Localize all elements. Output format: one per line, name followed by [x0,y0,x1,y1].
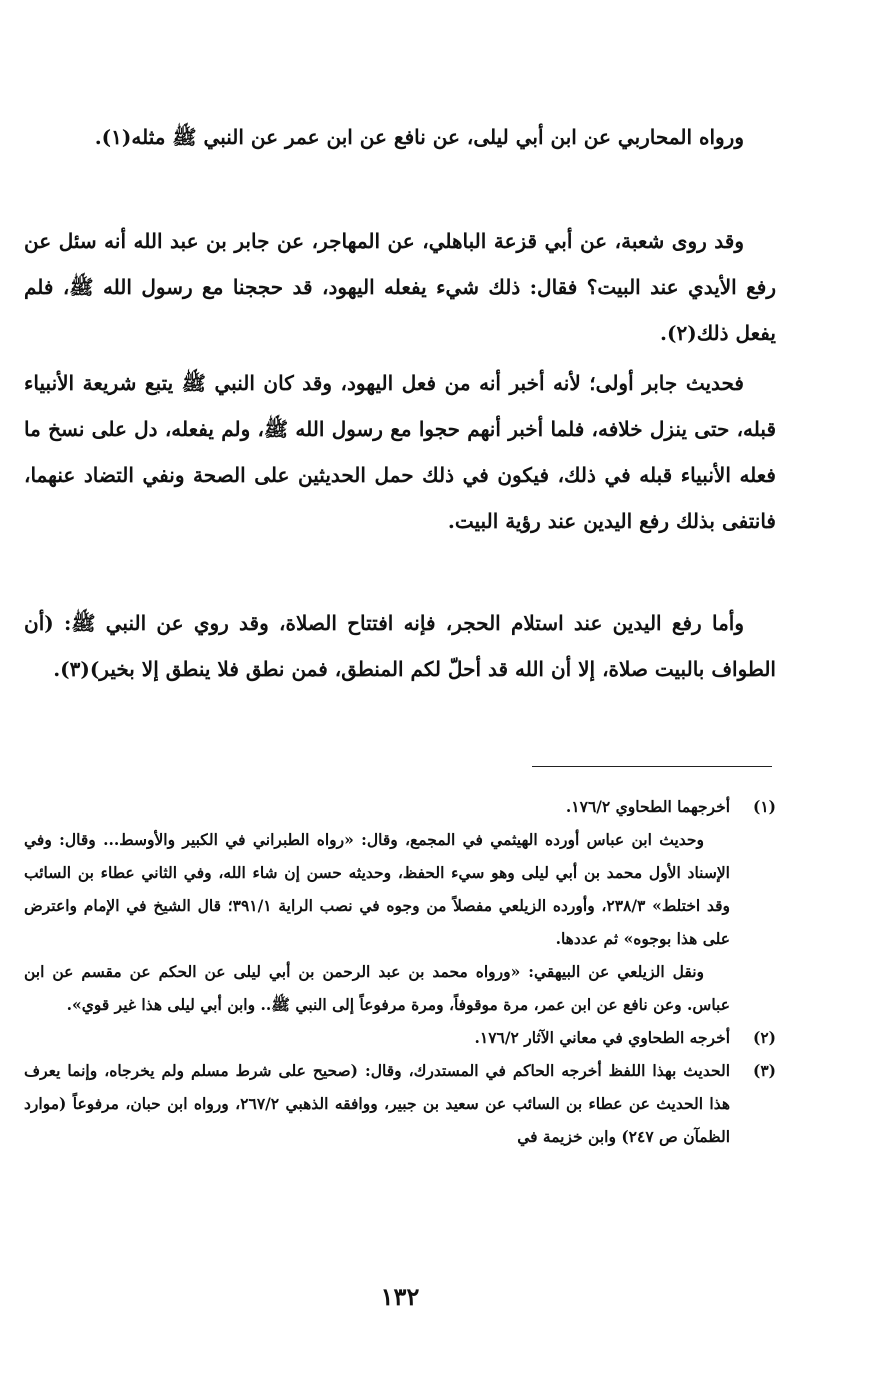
paragraph-text: ورواه المحاربي عن ابن أبي ليلى، عن نافع عن ابن عمر عن النبي ﷺ مثله(١). [94,125,744,149]
footnote-body [24,1054,730,1153]
footnote-1-continuation: ونقل الزيلعي عن البيهقي: «ورواه محمد بن عبد الرحمن بن أبي ليلى عن الحكم عن مقسم عن ابن عباس. وعن نافع عن ابن عمر، مرة موقوفاً، ومرة مرفوعاً إلى النبي ﷺ.. وابن أبي ليلى هذا غير قوي». [24,962,730,1014]
footnote-number: (١) [752,797,776,816]
footnote-1 [24,790,776,823]
footnote-text: أخرجه الطحاوي في معاني الآثار ١٧٦/٢. [474,1028,730,1047]
main-paragraph-4 [24,600,776,712]
footnote-body [24,1021,730,1054]
footnote-separator [532,766,772,767]
footnote-text: أخرجهما الطحاوي ١٧٦/٢. [565,797,730,816]
paragraph-text: وقد روى شعبة، عن أبي قزعة الباهلي، عن المهاجر، عن جابر بن عبد الله أنه سئل عن رفع الأيدي عند البيت؟ فقال: ذلك شيء يفعله اليهود، قد حججنا مع رسول الله ﷺ، فلم يفعل ذلك(٢). [24,229,776,345]
main-paragraph-2 [24,218,776,376]
main-paragraph-3 [24,360,776,564]
footnote-body [24,790,730,823]
main-paragraph-1 [24,114,776,180]
footnote-2 [24,1021,776,1054]
footnotes-section [24,790,776,1153]
footnote-number: (٢) [752,1028,776,1047]
footnote-3 [24,1054,776,1153]
footnote-1-continuation: وحديث ابن عباس أورده الهيثمي في المجمع، وقال: «رواه الطبراني في الكبير والأوسط... وقال: وفي الإسناد الأول محمد بن أبي ليلى وهو سيء الحفظ، وحديثه حسن إن شاء الله، وفي الثاني عطاء بن السائب وقد اختلط» ٢٣٨/٣، وأورده الزيلعي مفصلاً من وجوه في نصب الراية ٣٩١/١؛ قال الشيخ في الإمام واعترض على هذا بوجوه» ثم عددها. [24,830,730,948]
paragraph-text: فحديث جابر أولى؛ لأنه أخبر أنه من فعل اليهود، وقد كان النبي ﷺ يتبع شريعة الأنبياء قبله، حتى ينزل خلافه، فلما أخبر أنهم حجوا مع رسول الله ﷺ، ولم يفعله، دل على نسخ ما فعله الأنبياء قبله في ذلك، فيكون في ذلك حمل الحديثين على الصحة ونفي التضاد عنهما، فانتفى بذلك رفع اليدين عند رؤية البيت. [24,371,776,533]
footnote-number: (٣) [752,1061,776,1080]
page-number: ١٣٢ [380,1282,420,1311]
paragraph-text: وأما رفع اليدين عند استلام الحجر، فإنه افتتاح الصلاة، وقد روي عن النبي ﷺ: (أن الطواف بالبيت صلاة، إلا أن الله قد أحلّ لكم المنطق، فمن نطق فلا ينطق إلا بخير)(٣). [24,611,776,681]
footnote-text: الحديث بهذا اللفظ أخرجه الحاكم في المستدرك، وقال: (صحيح على شرط مسلم ولم يخرجاه، وإنما يعرف هذا الحديث عن عطاء بن السائب عن سعيد بن جبير، ووافقه الذهبي ٢٦٧/٢، ورواه ابن حبان، مرفوعاً (موارد الظمآن ص ٢٤٧) وابن خزيمة في [24,1061,731,1146]
